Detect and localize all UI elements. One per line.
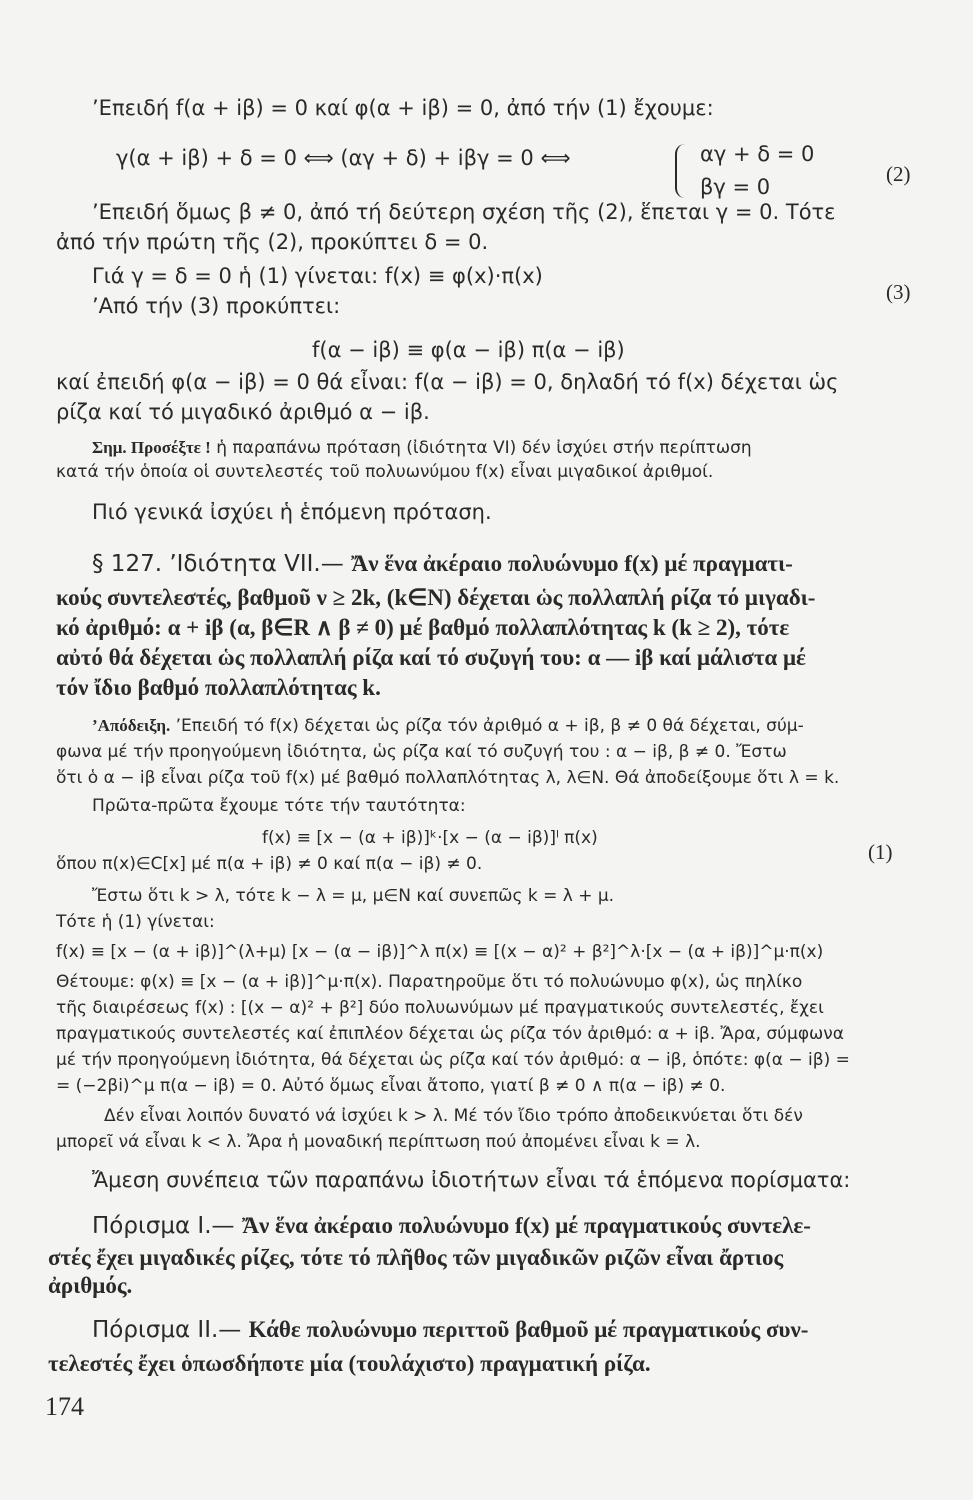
corollary-line <box>92 1212 811 1241</box>
proof-line: ὅπου π(x)∈C[x] μέ π(α + iβ) ≠ 0 καί π(α − iβ) ≠ 0. <box>56 854 483 874</box>
equation-number: (2) <box>886 162 911 186</box>
proof-line: τῆς διαιρέσεως f(x) : [(x − α)² + β²] δύο πολυωνύμων μέ πραγματικούς συντελεστές, ἔχει <box>56 998 824 1018</box>
equation-number: (1) <box>868 840 893 864</box>
theorem-text: Ἄν ἕνα ἀκέραιο πολυώνυμο f(x) μέ πραγματι- <box>351 551 793 576</box>
theorem-line: κό ἀριθμό: α + iβ (α, β∈R ∧ β ≠ 0) μέ βαθμό πολλαπλότητας k (k ≥ 2), τότε <box>56 615 790 640</box>
text-line: ἀπό τήν πρώτη τῆς (2), προκύπτει δ = 0. <box>56 230 489 254</box>
proof-line: Ἔστω ὅτι k > λ, τότε k − λ = μ, μ∈N καί συνεπῶς k = λ + μ. <box>92 886 615 906</box>
text-line: ’Επειδή f(α + iβ) = 0 καί φ(α + iβ) = 0, ἀπό τήν (1) ἔχουμε: <box>92 96 714 120</box>
corollary-text: Ἄν ἕνα ἀκέραιο πολυώνυμο f(x) μέ πραγματικούς συντελε- <box>241 1213 811 1238</box>
proof-text: ’Επειδή τό f(x) δέχεται ὡς ρίζα τόν ἀριθμό α + iβ, β ≠ 0 θά δέχεται, σύμ- <box>175 716 804 736</box>
proof-line: μπορεῖ νά εἶναι k < λ. Ἄρα ἡ μοναδική περίπτωση πού ἀπομένει εἶναι k = λ. <box>56 1132 701 1152</box>
theorem-line: τόν ἴδιο βαθμό πολλαπλότητας k. <box>56 675 381 700</box>
equation-line: γ(α + iβ) + δ = 0 ⟺ (αγ + δ) + iβγ = 0 ⟺ <box>116 146 571 170</box>
proof-line: Πρῶτα-πρῶτα ἔχουμε τότε τήν ταυτότητα: <box>92 796 466 816</box>
equation-line: f(x) ≡ [x − (α + iβ)]ᵏ·[x − (α − iβ)]ˡ π(x) <box>262 828 598 848</box>
corollary-line: στές ἔχει μιγαδικές ρίζες, τότε τό πλῆθος τῶν μιγαδικῶν ριζῶν εἶναι ἄρτιος <box>48 1245 784 1270</box>
corollary-line: τελεστές ἔχει ὁπωσδήποτε μία (τουλάχιστο) πραγματική ρίζα. <box>48 1351 651 1376</box>
note-line: κατά τήν ὁποία οἱ συντελεστές τοῦ πολυωνύμου f(x) εἶναι μιγαδικοί ἀριθμοί. <box>56 462 714 482</box>
section-heading-line <box>92 550 793 579</box>
equation-line: f(x) ≡ [x − (α + iβ)]^(λ+μ) [x − (α − iβ)]^λ π(x) ≡ [(x − α)² + β²]^λ·[x − (α + iβ)]^μ·π(x) <box>56 942 824 962</box>
proof-line: = (−2βi)^μ π(α − iβ) = 0. Αὐτό ὅμως εἶναι ἄτοπο, γιατί β ≠ 0 ∧ π(α − iβ) ≠ 0. <box>56 1076 726 1096</box>
text-line: Πιό γενικά ἰσχύει ἡ ἑπόμενη πρόταση. <box>92 500 492 524</box>
corollary-line <box>92 1316 808 1345</box>
corollary-label: Πόρισμα ΙΙ.— <box>92 1317 242 1343</box>
proof-line: Τότε ἡ (1) γίνεται: <box>56 912 215 932</box>
note-label: Σημ. Προσέξτε ! <box>92 438 211 457</box>
theorem-line: κούς συντελεστές, βαθμοῦ ν ≥ 2k, (k∈N) δέχεται ὡς πολλαπλή ρίζα τό μιγαδι- <box>56 585 816 610</box>
text-line: Γιά γ = δ = 0 ἡ (1) γίνεται: f(x) ≡ φ(x)·π(x) <box>92 264 543 288</box>
proof-line: Θέτουμε: φ(x) ≡ [x − (α + iβ)]^μ·π(x). Παρατηροῦμε ὅτι τό πολυώνυμο φ(x), ὡς πηλίκο <box>56 972 803 992</box>
corollary-label: Πόρισμα Ι.— <box>92 1213 235 1239</box>
text-line: καί ἐπειδή φ(α − iβ) = 0 θά εἶναι: f(α − iβ) = 0, δηλαδή τό f(x) δέχεται ὡς <box>56 370 839 394</box>
proof-line: Δέν εἶναι λοιπόν δυνατό νά ἰσχύει k > λ. Μέ τόν ἴδιο τρόπο ἀποδεικνύεται ὅτι δέν <box>104 1106 803 1126</box>
text-line: ’Επειδή ὅμως β ≠ 0, ἀπό τή δεύτερη σχέση τῆς (2), ἕπεται γ = 0. Τότε <box>92 200 836 224</box>
proof-label: ’Απόδειξη. <box>92 716 171 735</box>
note-line <box>92 438 752 458</box>
equation-line: βγ = 0 <box>700 175 771 199</box>
corollary-line: ἀριθμός. <box>48 1273 133 1298</box>
text-line: Ἄμεση συνέπεια τῶν παραπάνω ἰδιοτήτων εἶναι τά ἑπόμενα πορίσματα: <box>92 1168 851 1192</box>
text-line: ’Από τήν (3) προκύπτει: <box>92 294 341 318</box>
note-text: ἡ παραπάνω πρόταση (ἰδιότητα VI) δέν ἰσχύει στήν περίπτωση <box>216 438 752 458</box>
proof-line: πραγματικούς συντελεστές καί ἐπιπλέον δέχεται ὡς ρίζα τόν ἀριθμό: α + iβ. Ἄρα, σύμφωνα <box>56 1024 844 1044</box>
section-heading: § 127. ’Ιδιότητα VII.— <box>92 551 344 577</box>
proof-line: φωνα μέ τήν προηγούμενη ἰδιότητα, ὡς ρίζα καί τό συζυγή του : α − iβ, β ≠ 0. Ἔστω <box>56 742 787 762</box>
corollary-text: Κάθε πολυώνυμο περιττοῦ βαθμοῦ μέ πραγματικούς συν- <box>248 1317 809 1342</box>
theorem-line: αὐτό θά δέχεται ὡς πολλαπλή ρίζα καί τό συζυγή του: α — iβ καί μάλιστα μέ <box>56 645 806 670</box>
equation-line: f(α − iβ) ≡ φ(α − iβ) π(α − iβ) <box>312 338 625 362</box>
page-number: 174 <box>45 1392 84 1421</box>
equation-line: αγ + δ = 0 <box>700 142 815 166</box>
proof-line: μέ τήν προηγούμενη ἰδιότητα, θά δέχεται ὡς ρίζα καί τόν ἀριθμό: α − iβ, ὁπότε: φ(α − iβ) = <box>56 1050 850 1070</box>
equation-number: (3) <box>886 280 911 304</box>
proof-line <box>92 716 804 736</box>
proof-line: ὅτι ὁ α − iβ εἶναι ρίζα τοῦ f(x) μέ βαθμό πολλαπλότητας λ, λ∈N. Θά ἀποδείξουμε ὅτι λ = k. <box>56 768 840 788</box>
text-line: ρίζα καί τό μιγαδικό ἀριθμό α − iβ. <box>56 400 430 424</box>
system-brace <box>675 144 687 198</box>
